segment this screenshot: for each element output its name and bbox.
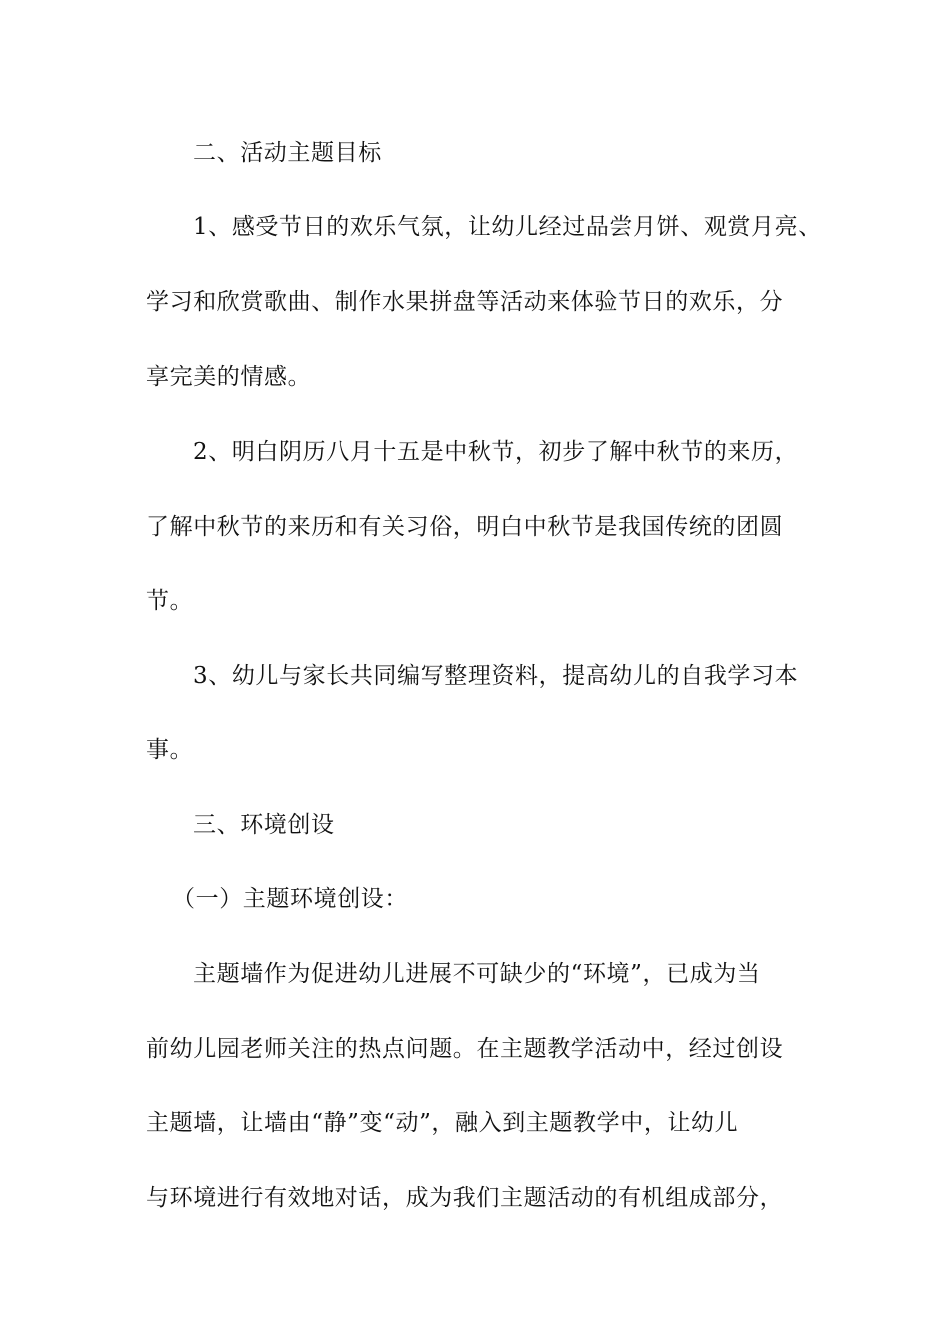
paragraph-line: 前幼儿园老师关注的热点问题。在主题教学活动中，经过创设 xyxy=(146,1036,784,1062)
section-heading: 三、环境创设 xyxy=(193,812,335,838)
paragraph-line: 与环境进行有效地对话，成为我们主题活动的有机组成部分， xyxy=(146,1185,784,1211)
paragraph-line: 2、明白阴历八月十五是中秋节，初步了解中秋节的来历， xyxy=(193,439,799,465)
paragraph-line: 学习和欣赏歌曲、制作水果拼盘等活动来体验节日的欢乐，分 xyxy=(146,289,784,315)
paragraph-line: 了解中秋节的来历和有关习俗，明白中秋节是我国传统的团圆 xyxy=(146,514,784,540)
paragraph-line: 3、幼儿与家长共同编写整理资料，提高幼儿的自我学习本 xyxy=(193,663,799,689)
paragraph-line: 主题墙作为促进幼儿进展不可缺少的“环境”，已成为当 xyxy=(193,961,761,987)
paragraph-line: 事。 xyxy=(146,737,194,763)
paragraph-line: 1、感受节日的欢乐气氛，让幼儿经过品尝月饼、观赏月亮、 xyxy=(193,214,822,240)
section-heading: 二、活动主题目标 xyxy=(193,140,382,166)
paragraph-line: 享完美的情感。 xyxy=(146,364,312,390)
subsection-heading: （一）主题环境创设： xyxy=(172,886,408,912)
paragraph-line: 节。 xyxy=(146,588,194,614)
paragraph-line: 主题墙，让墙由“静”变“动”，融入到主题教学中，让幼儿 xyxy=(146,1110,739,1136)
